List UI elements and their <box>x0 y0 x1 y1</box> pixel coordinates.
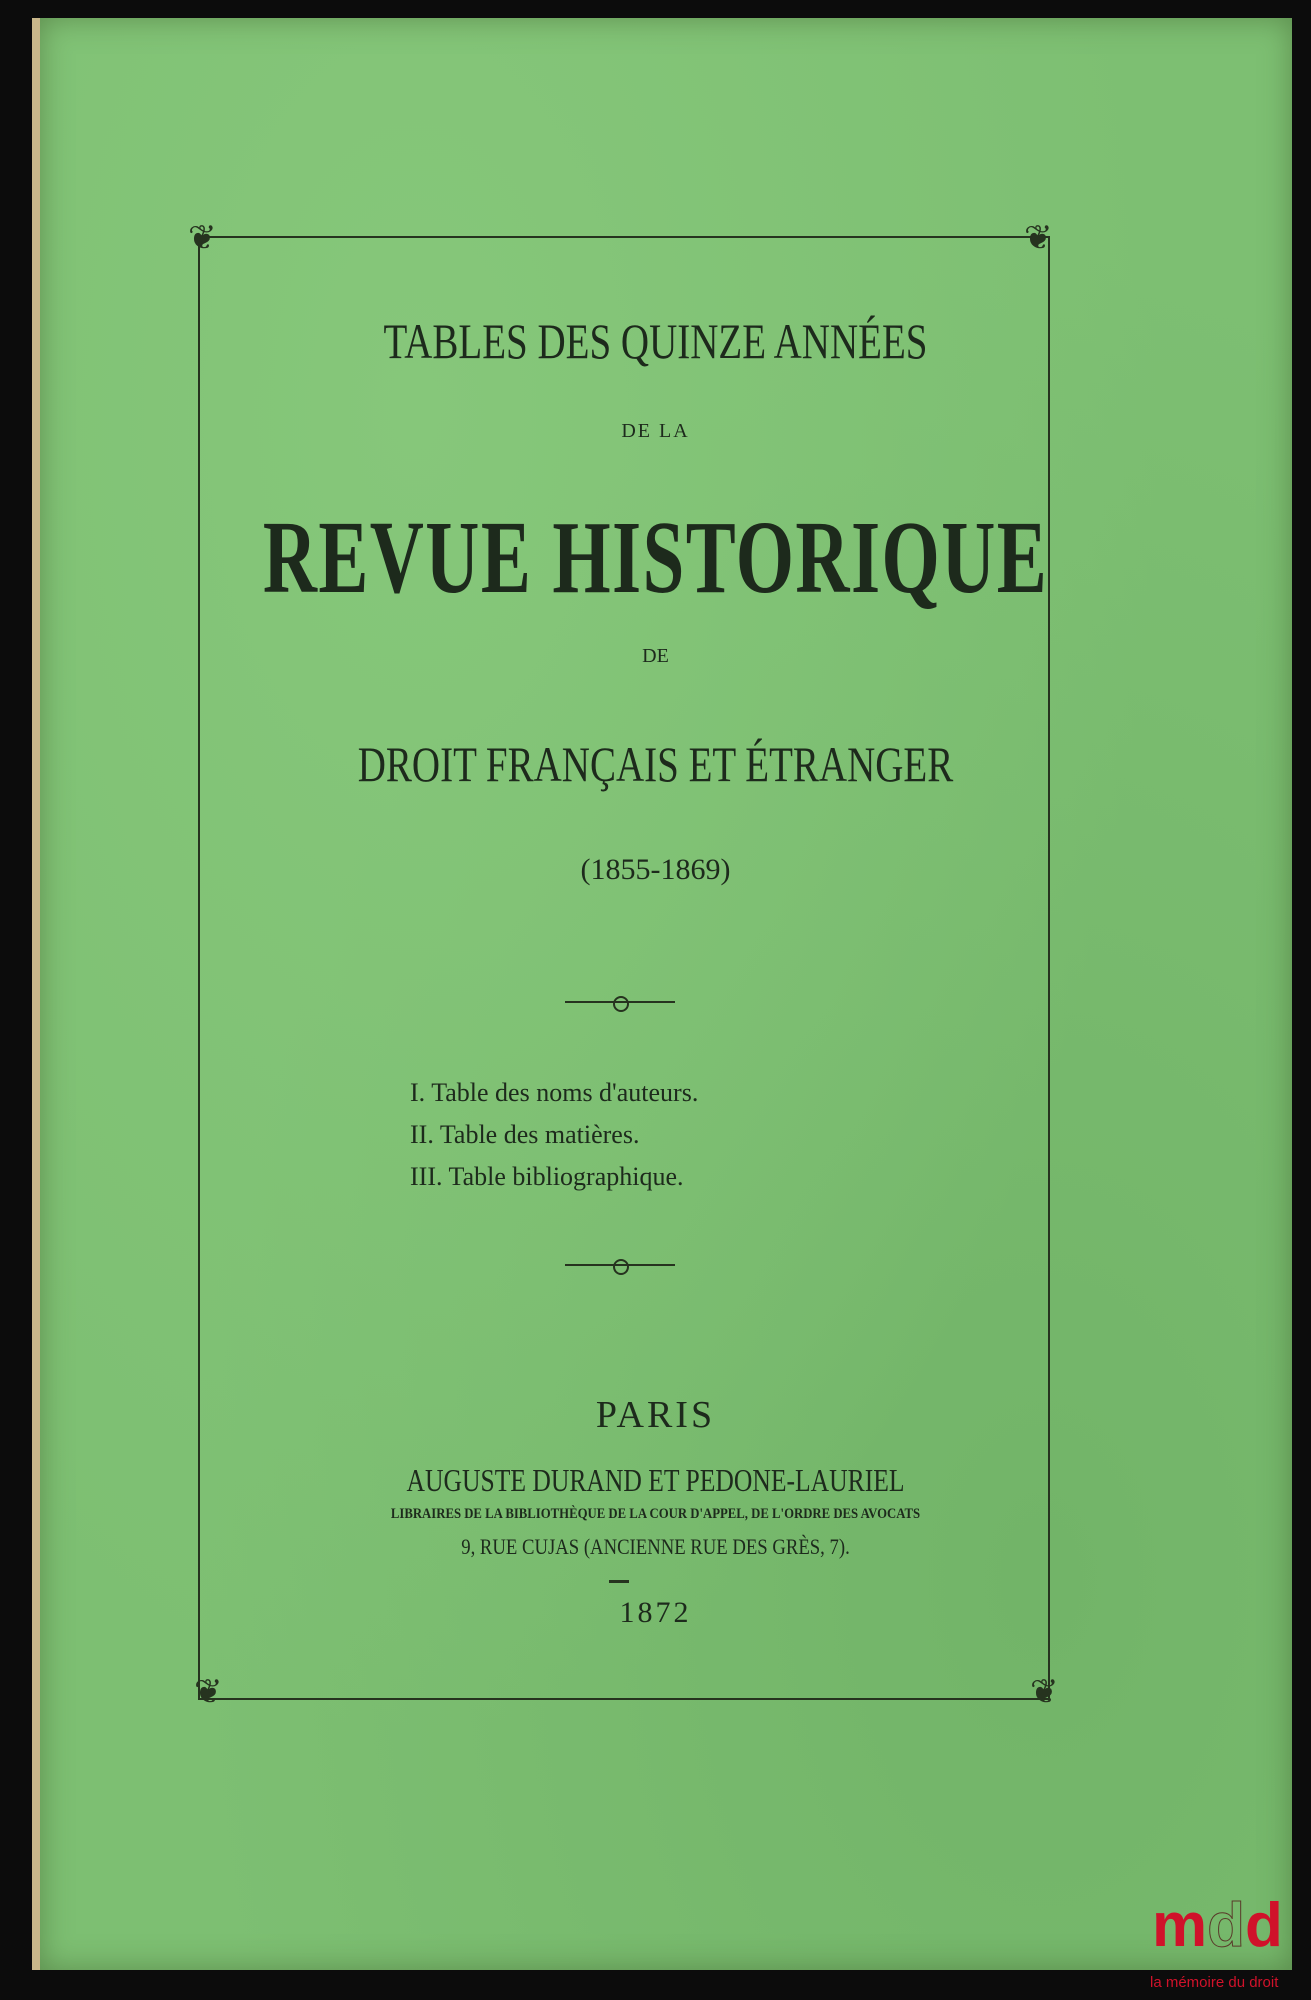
main-title: REVUE HISTORIQUE <box>262 500 1049 615</box>
title-line-2: DE LA <box>621 420 690 442</box>
corner-ornament-icon: ❦ <box>1024 220 1053 257</box>
contents-item: III. Table bibliographique. <box>410 1162 684 1191</box>
publication-year: 1872 <box>619 1596 692 1629</box>
ornament-divider <box>565 1001 675 1003</box>
corner-ornament-icon: ❦ <box>1030 1674 1059 1711</box>
contents-item: I. Table des noms d'auteurs. <box>410 1078 699 1107</box>
address: 9, RUE CUJAS (ANCIENNE RUE DES GRÈS, 7). <box>461 1534 850 1559</box>
years: (1855-1869) <box>580 853 731 886</box>
contents-list <box>410 1072 698 1198</box>
title-line-1: TABLES DES QUINZE ANNÉES <box>383 313 928 369</box>
mdd-logo: mdd <box>1152 1891 1283 1960</box>
title-line-4: DE <box>642 645 669 667</box>
divider <box>609 1580 629 1583</box>
logo-tagline: la mémoire du droit <box>1150 1974 1279 1991</box>
contents-item: II. Table des matières. <box>410 1120 640 1149</box>
ornament-divider <box>565 1264 675 1266</box>
subtitle: DROIT FRANÇAIS ET ÉTRANGER <box>357 736 954 792</box>
corner-ornament-icon: ❦ <box>194 1674 223 1711</box>
city: PARIS <box>595 1394 716 1436</box>
publisher-description: LIBRAIRES DE LA BIBLIOTHÈQUE DE LA COUR D'APPEL, DE L'ORDRE DES AVOCATS <box>390 1506 921 1522</box>
publisher: AUGUSTE DURAND ET PEDONE-LAURIEL <box>406 1462 905 1498</box>
corner-ornament-icon: ❦ <box>188 220 217 257</box>
